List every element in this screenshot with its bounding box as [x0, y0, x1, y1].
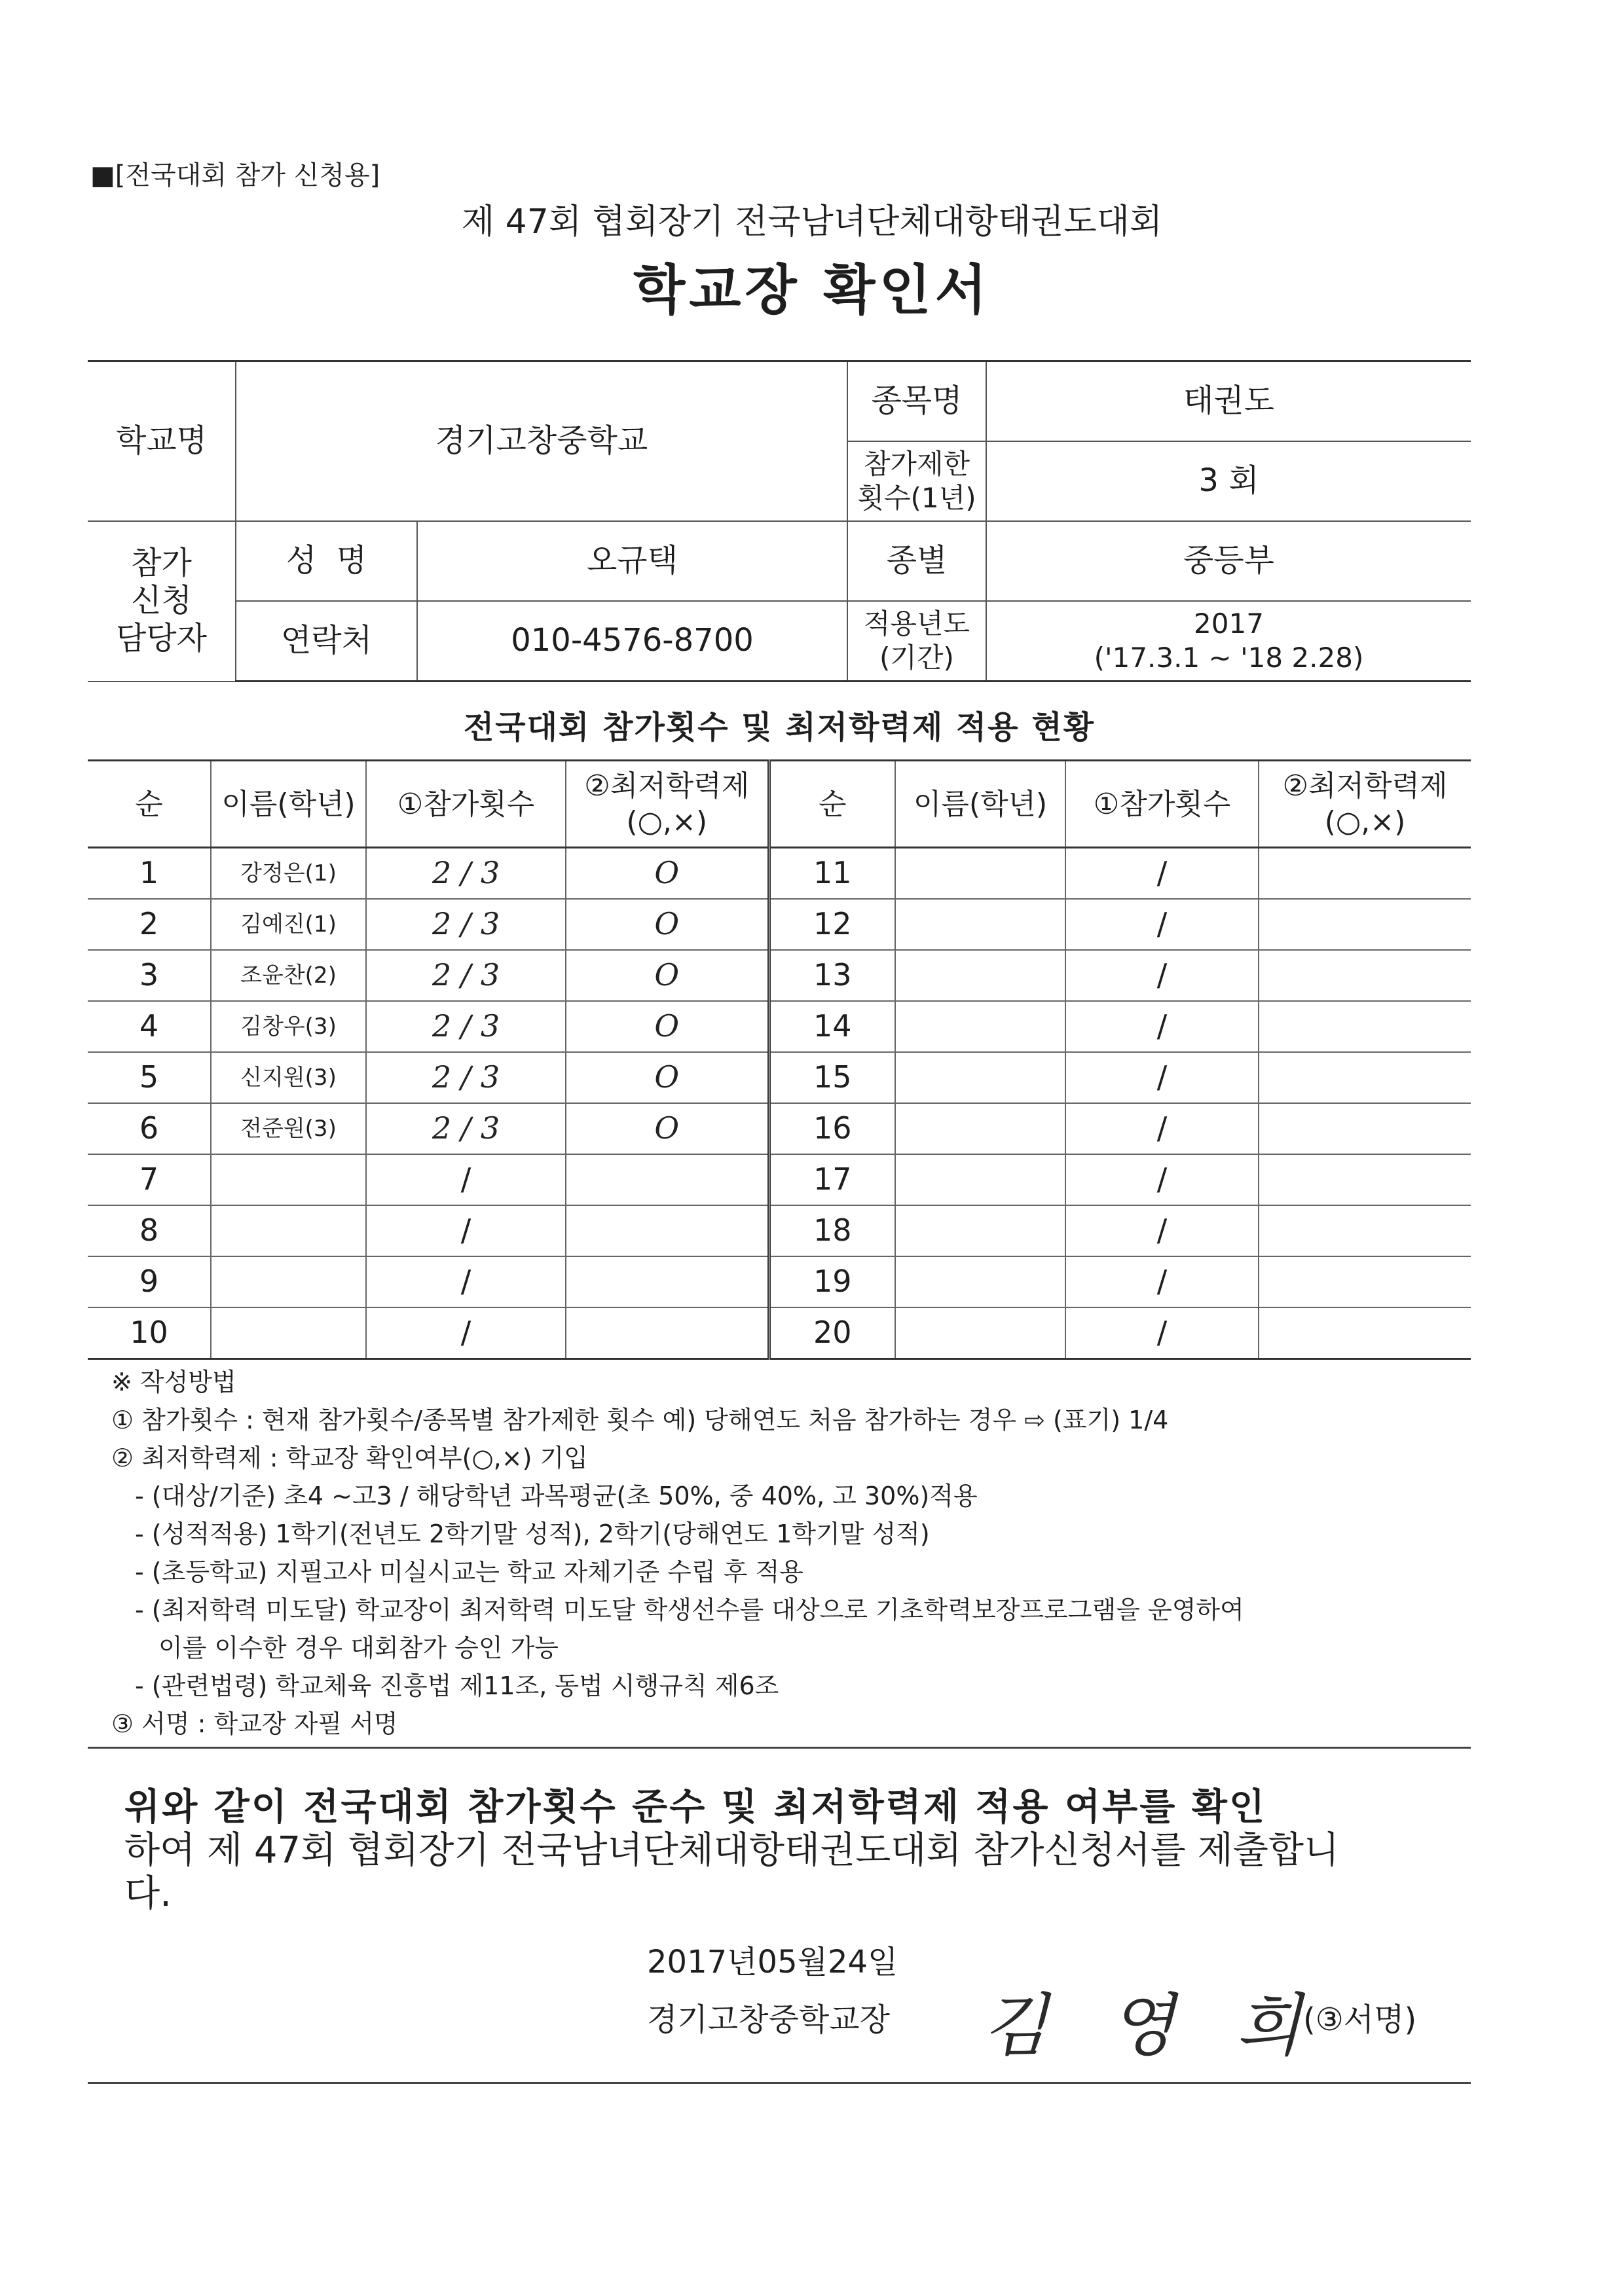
participation-count: /: [1065, 848, 1259, 900]
min-academic-check: [1259, 950, 1471, 1001]
header-name-2: 이름(학년): [895, 761, 1065, 848]
contact-phone-value: 010-4576-8700: [417, 601, 847, 682]
header-min-2-line1: ②최저학력제: [1282, 769, 1448, 803]
header-min-line1: ②최저학력제: [584, 769, 750, 803]
school-label: 학교명: [88, 361, 236, 522]
note-3: ③ 서명 : 학교장 자필 서명: [111, 1709, 398, 1738]
row-no: 16: [769, 1103, 895, 1154]
row-no: 7: [88, 1154, 211, 1205]
participation-count: /: [1065, 1001, 1259, 1052]
limit-label-line2: 횟수(1년): [857, 482, 976, 514]
student-name: 김창우(3): [211, 1001, 366, 1052]
school-value: 경기고창중학교: [236, 361, 847, 522]
roster-table: [88, 759, 1471, 1360]
participation-count: 2 / 3: [366, 1052, 566, 1103]
student-name: 신지원(3): [211, 1052, 366, 1103]
limit-value: 3 회: [986, 441, 1471, 521]
row-no: 17: [769, 1154, 895, 1205]
min-academic-check: [1259, 1154, 1471, 1205]
min-academic-check: O: [566, 1103, 769, 1154]
student-name: 조윤찬(2): [211, 950, 366, 1001]
student-name: [211, 1205, 366, 1256]
header-min: [566, 761, 769, 848]
student-name: 김예진(1): [211, 899, 366, 950]
row-no: 13: [769, 950, 895, 1001]
min-academic-check: [566, 1256, 769, 1307]
contact-group-line2: 신청: [131, 582, 192, 619]
student-name: [211, 1256, 366, 1307]
row-no: 18: [769, 1205, 895, 1256]
note-2d: - (최저학력 미도달) 학교장이 최저학력 미도달 학생선수를 대상으로 기초학력보장프로그램을 운영하여: [135, 1595, 1244, 1624]
note-2: ② 최저학력제 : 학교장 확인여부(○,×) 기입: [111, 1444, 588, 1472]
year-label-line2: (기간): [879, 642, 954, 674]
roster-header-row: [88, 761, 1471, 848]
participation-count: /: [366, 1256, 566, 1307]
form-category: ■[전국대회 참가 신청용]: [90, 160, 380, 191]
contact-phone-label: 연락처: [236, 601, 417, 682]
division-value: 중등부: [986, 521, 1471, 601]
student-name: [895, 1307, 1065, 1359]
min-academic-check: O: [566, 1001, 769, 1052]
declaration: [124, 1786, 1473, 1916]
row-no: 2: [88, 899, 211, 950]
note-2d-cont: 이를 이수한 경우 대회참가 승인 가능: [158, 1633, 559, 1662]
min-academic-check: [1259, 1001, 1471, 1052]
header-min-2-line2: (○,×): [1324, 805, 1406, 839]
participation-count: /: [1065, 1256, 1259, 1307]
student-name: [895, 1103, 1065, 1154]
limit-label-line1: 참가제한: [863, 447, 970, 480]
submission-date: 2017년05월24일: [647, 1944, 898, 1980]
table-row: [88, 899, 1471, 950]
participation-count: /: [1065, 899, 1259, 950]
table-row: [88, 1052, 1471, 1103]
participation-count: 2 / 3: [366, 899, 566, 950]
participation-count: /: [1065, 1052, 1259, 1103]
divider-top: [88, 1747, 1471, 1749]
min-academic-check: [566, 1205, 769, 1256]
student-name: 전준원(3): [211, 1103, 366, 1154]
student-name: [895, 1256, 1065, 1307]
divider-bottom: [88, 2082, 1471, 2084]
student-name: [895, 1154, 1065, 1205]
handwritten-signature: 김 영 희: [982, 1986, 1321, 2066]
participation-count: /: [1065, 950, 1259, 1001]
contact-group-line1: 참가: [131, 544, 192, 581]
row-no: 19: [769, 1256, 895, 1307]
participation-count: /: [1065, 1205, 1259, 1256]
limit-label: [847, 441, 986, 521]
row-no: 4: [88, 1001, 211, 1052]
year-label: [847, 601, 986, 682]
page-title: 학교장 확인서: [633, 259, 991, 321]
min-academic-check: O: [566, 950, 769, 1001]
division-label: 종별: [847, 521, 986, 601]
participation-count: 2 / 3: [366, 950, 566, 1001]
student-name: [895, 1052, 1065, 1103]
sign-mark: (③서명): [1303, 2001, 1417, 2038]
header-name: 이름(학년): [211, 761, 366, 848]
row-no: 8: [88, 1205, 211, 1256]
table-row: [88, 848, 1471, 900]
participation-count: /: [1065, 1154, 1259, 1205]
roster-body: [88, 848, 1471, 1359]
min-academic-check: O: [566, 899, 769, 950]
event-subtitle: 제 47회 협회장기 전국남녀단체대항태권도대회: [461, 202, 1163, 242]
row-no: 5: [88, 1052, 211, 1103]
event-value: 태권도: [986, 361, 1471, 442]
period-value: ('17.3.1 ~ '18 2.28): [1094, 642, 1364, 674]
declaration-line2: 하여 제 47회 협회장기 전국남녀단체대항태권도대회 참가신청서를 제출합니: [124, 1829, 1340, 1872]
year-value-cell: [986, 601, 1471, 682]
contact-group-line3: 담당자: [115, 620, 208, 657]
signer-title: 경기고창중학교장: [647, 2001, 890, 2038]
table-row: [88, 1256, 1471, 1307]
header-min-2: [1259, 761, 1471, 848]
row-no: 3: [88, 950, 211, 1001]
participation-count: /: [1065, 1307, 1259, 1359]
table-row: [88, 1205, 1471, 1256]
row-no: 15: [769, 1052, 895, 1103]
info-table: [88, 360, 1471, 682]
note-2a: - (대상/기준) 초4 ~고3 / 해당학년 과목평균(초 50%, 중 40%, 고 30%)적용: [135, 1482, 978, 1510]
row-no: 14: [769, 1001, 895, 1052]
min-academic-check: O: [566, 1052, 769, 1103]
notes-heading: ※ 작성방법: [111, 1368, 236, 1396]
student-name: [895, 848, 1065, 900]
contact-group-label: [88, 521, 236, 682]
min-academic-check: [566, 1307, 769, 1359]
note-1: ① 참가횟수 : 현재 참가횟수/종목별 참가제한 횟수 예) 당해연도 처음 참가하는 경우 ⇨ (표기) 1/4: [111, 1406, 1169, 1434]
row-no: 12: [769, 899, 895, 950]
row-no: 10: [88, 1307, 211, 1359]
table-row: [88, 950, 1471, 1001]
student-name: [211, 1307, 366, 1359]
contact-name-value: 오규택: [417, 521, 847, 601]
note-2e: - (관련법령) 학교체육 진흥법 제11조, 동법 시행규칙 제6조: [135, 1671, 779, 1700]
table-row: [88, 1307, 1471, 1359]
row-no: 1: [88, 848, 211, 900]
year-label-line1: 적용년도: [863, 607, 970, 640]
declaration-line3: 다.: [124, 1872, 172, 1915]
student-name: [895, 1001, 1065, 1052]
header-no-2: 순: [769, 761, 895, 848]
header-min-line2: (○,×): [626, 805, 708, 839]
min-academic-check: [1259, 899, 1471, 950]
participation-count: 2 / 3: [366, 848, 566, 900]
student-name: [895, 899, 1065, 950]
header-count-2: ①참가횟수: [1065, 761, 1259, 848]
row-no: 11: [769, 848, 895, 900]
participation-count: 2 / 3: [366, 1103, 566, 1154]
student-name: 강정은(1): [211, 848, 366, 900]
student-name: [211, 1154, 366, 1205]
min-academic-check: [1259, 1103, 1471, 1154]
table-row: [88, 1103, 1471, 1154]
row-no: 20: [769, 1307, 895, 1359]
min-academic-check: [1259, 1307, 1471, 1359]
student-name: [895, 1205, 1065, 1256]
min-academic-check: [1259, 848, 1471, 900]
participation-count: /: [366, 1205, 566, 1256]
writing-instructions: [111, 1363, 1473, 1743]
min-academic-check: [1259, 1256, 1471, 1307]
participation-count: 2 / 3: [366, 1001, 566, 1052]
min-academic-check: [566, 1154, 769, 1205]
student-name: [895, 950, 1065, 1001]
min-academic-check: O: [566, 848, 769, 900]
event-label: 종목명: [847, 361, 986, 442]
declaration-line1: 위와 같이 전국대회 참가횟수 준수 및 최저학력제 적용 여부를 확인: [124, 1786, 1267, 1829]
participation-count: /: [366, 1307, 566, 1359]
table-row: [88, 1001, 1471, 1052]
header-no: 순: [88, 761, 211, 848]
year-value: 2017: [1194, 607, 1264, 640]
min-academic-check: [1259, 1052, 1471, 1103]
header-count: ①참가횟수: [366, 761, 566, 848]
min-academic-check: [1259, 1205, 1471, 1256]
row-no: 9: [88, 1256, 211, 1307]
row-no: 6: [88, 1103, 211, 1154]
table-row: [88, 1154, 1471, 1205]
participation-count: /: [366, 1154, 566, 1205]
note-2b: - (성적적용) 1학기(전년도 2학기말 성적), 2학기(당해연도 1학기말 성적): [135, 1520, 930, 1548]
participation-count: /: [1065, 1103, 1259, 1154]
note-2c: - (초등학교) 지필고사 미실시교는 학교 자체기준 수립 후 적용: [135, 1558, 803, 1586]
roster-title: 전국대회 참가횟수 및 최저학력제 적용 현황: [463, 709, 1096, 746]
contact-name-label: 성 명: [236, 521, 417, 601]
